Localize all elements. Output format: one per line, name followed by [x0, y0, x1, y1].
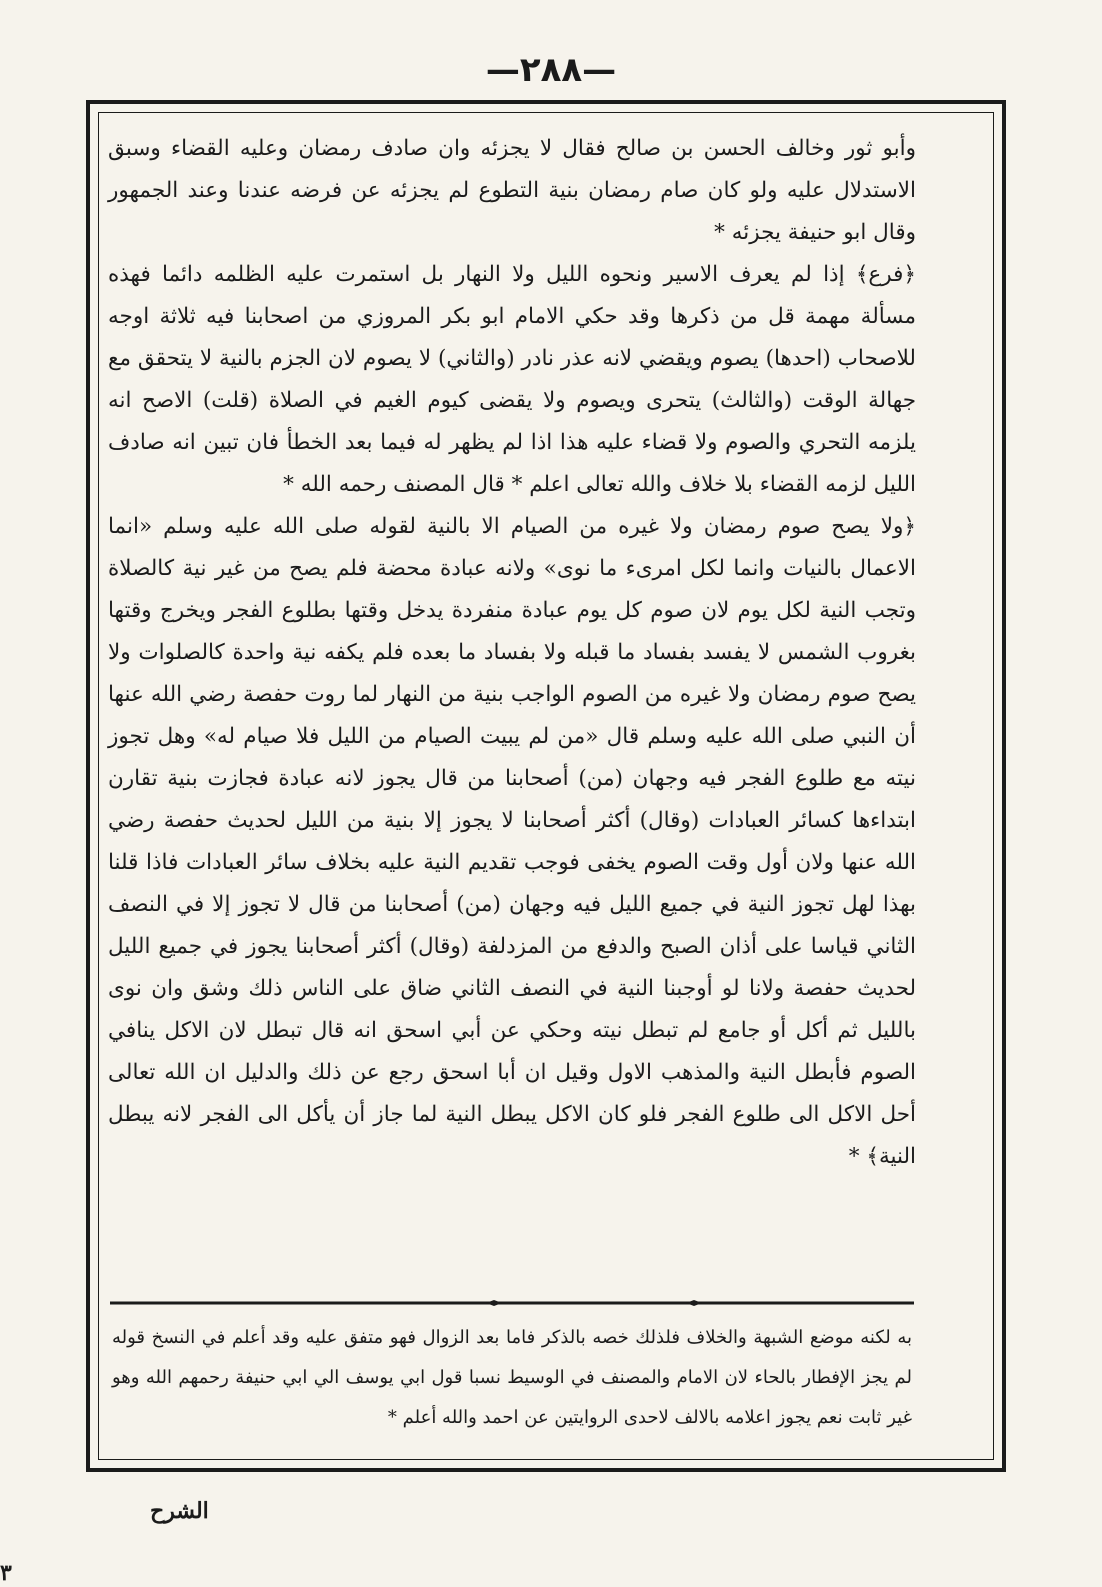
paragraph-1: وأبو ثور وخالف الحسن بن صالح فقال لا يجزئه وان صادف رمضان وعليه القضاء وسبق الاستدلال عليه ولو كان صام رمضان بنية التطوع لم يجزئه عن فرضه عندنا وعند الجمهور وقال ابو حنيفة يجزئه * [108, 136, 916, 245]
edge-mark: ٣ [0, 1560, 12, 1586]
main-text [108, 128, 916, 1178]
footnote-text: به لكنه موضع الشبهة والخلاف فلذلك خصه بالذكر فاما بعد الزوال فهو متفق عليه وقد أعلم في النسخ قوله لم يجز الإفطار بالحاء لان الامام والمصنف في الوسيط نسبا قول ابي يوسف الي ابي حنيفة رحمهم الله وهو غير ثابت نعم يجوز اعلامه بالالف لاحدى الروايتين عن احمد والله أعلم * [112, 1327, 912, 1428]
commentary-label: الشرح [150, 1498, 209, 1524]
footnote-divider [110, 1300, 914, 1306]
page-number: —٢٨٨— [485, 50, 617, 90]
paragraph-3: ﴿ولا يصح صوم رمضان ولا غيره من الصيام الا بالنية لقوله صلى الله عليه وسلم «انما الاعمال بالنيات وانما لكل امرىء ما نوى» ولانه عبادة محضة فلم يصح من غير نية كالصلاة وتجب النية لكل يوم لان صوم كل يوم عبادة منفردة يدخل وقتها بطلوع الفجر ويخرج وقتها بغروب الشمس لا يفسد بفساد ما قبله ولا بفساد ما بعده فلم يكفه نية واحدة كالصلوات ولا يصح صوم رمضان ولا غيره من الصوم الواجب بنية من النهار لما روت حفصة رضي الله عنها أن النبي صلى الله عليه وسلم قال «من لم يبيت الصيام من الليل فلا صيام له» وهل تجوز نيته مع طلوع الفجر فيه وجهان (من) أصحابنا من قال يجوز لانه عبادة فجازت بنية تقارن ابتداءها كسائر العبادات (وقال) أكثر أصحابنا لا يجوز إلا بنية من الليل لحديث حفصة رضي الله عنها ولان أول وقت الصوم يخفى فوجب تقديم النية عليه بخلاف سائر العبادات فاذا قلنا بهذا لهل تجوز النية في جميع الليل فيه وجهان (من) أصحابنا من قال لا تجوز إلا في النصف الثاني قياسا على أذان الصبح والدفع من المزدلفة (وقال) أكثر أصحابنا يجوز في جميع الليل لحديث حفصة ولانا لو أوجبنا النية في النصف الثاني ضاق على الناس ذلك وشق وان نوى بالليل ثم أكل أو جامع لم تبطل نيته وحكي عن أبي اسحق انه قال تبطل لان الاكل ينافي الصوم فأبطل النية والمذهب الاول وقيل ان أبا اسحق رجع عن ذلك والدليل ان الله تعالى أحل الاكل الى طلوع الفجر فلو كان الاكل يبطل النية لما جاز أن يأكل الى الفجر لانه يبطل النية﴾ * [108, 514, 916, 1169]
paragraph-2: ﴿فرع﴾ إذا لم يعرف الاسير ونحوه الليل ولا النهار بل استمرت عليه الظلمه دائما فهذه مسألة مهمة قل من ذكرها وقد حكي الامام ابو بكر المروزي من اصحابنا فيه ثلاثة اوجه للاصحاب (احدها) يصوم ويقضي لانه عذر نادر (والثاني) لا يصوم لان الجزم بالنية لا يتحقق مع جهالة الوقت (والثالث) يتحرى ويصوم ولا يقضى كيوم الغيم في الصلاة (قلت) الاصح انه يلزمه التحري والصوم ولا قضاء عليه هذا اذا لم يظهر له فيما بعد الخطأ فان تبين انه صادف الليل لزمه القضاء بلا خلاف والله تعالى اعلم * قال المصنف رحمه الله * [108, 262, 916, 497]
